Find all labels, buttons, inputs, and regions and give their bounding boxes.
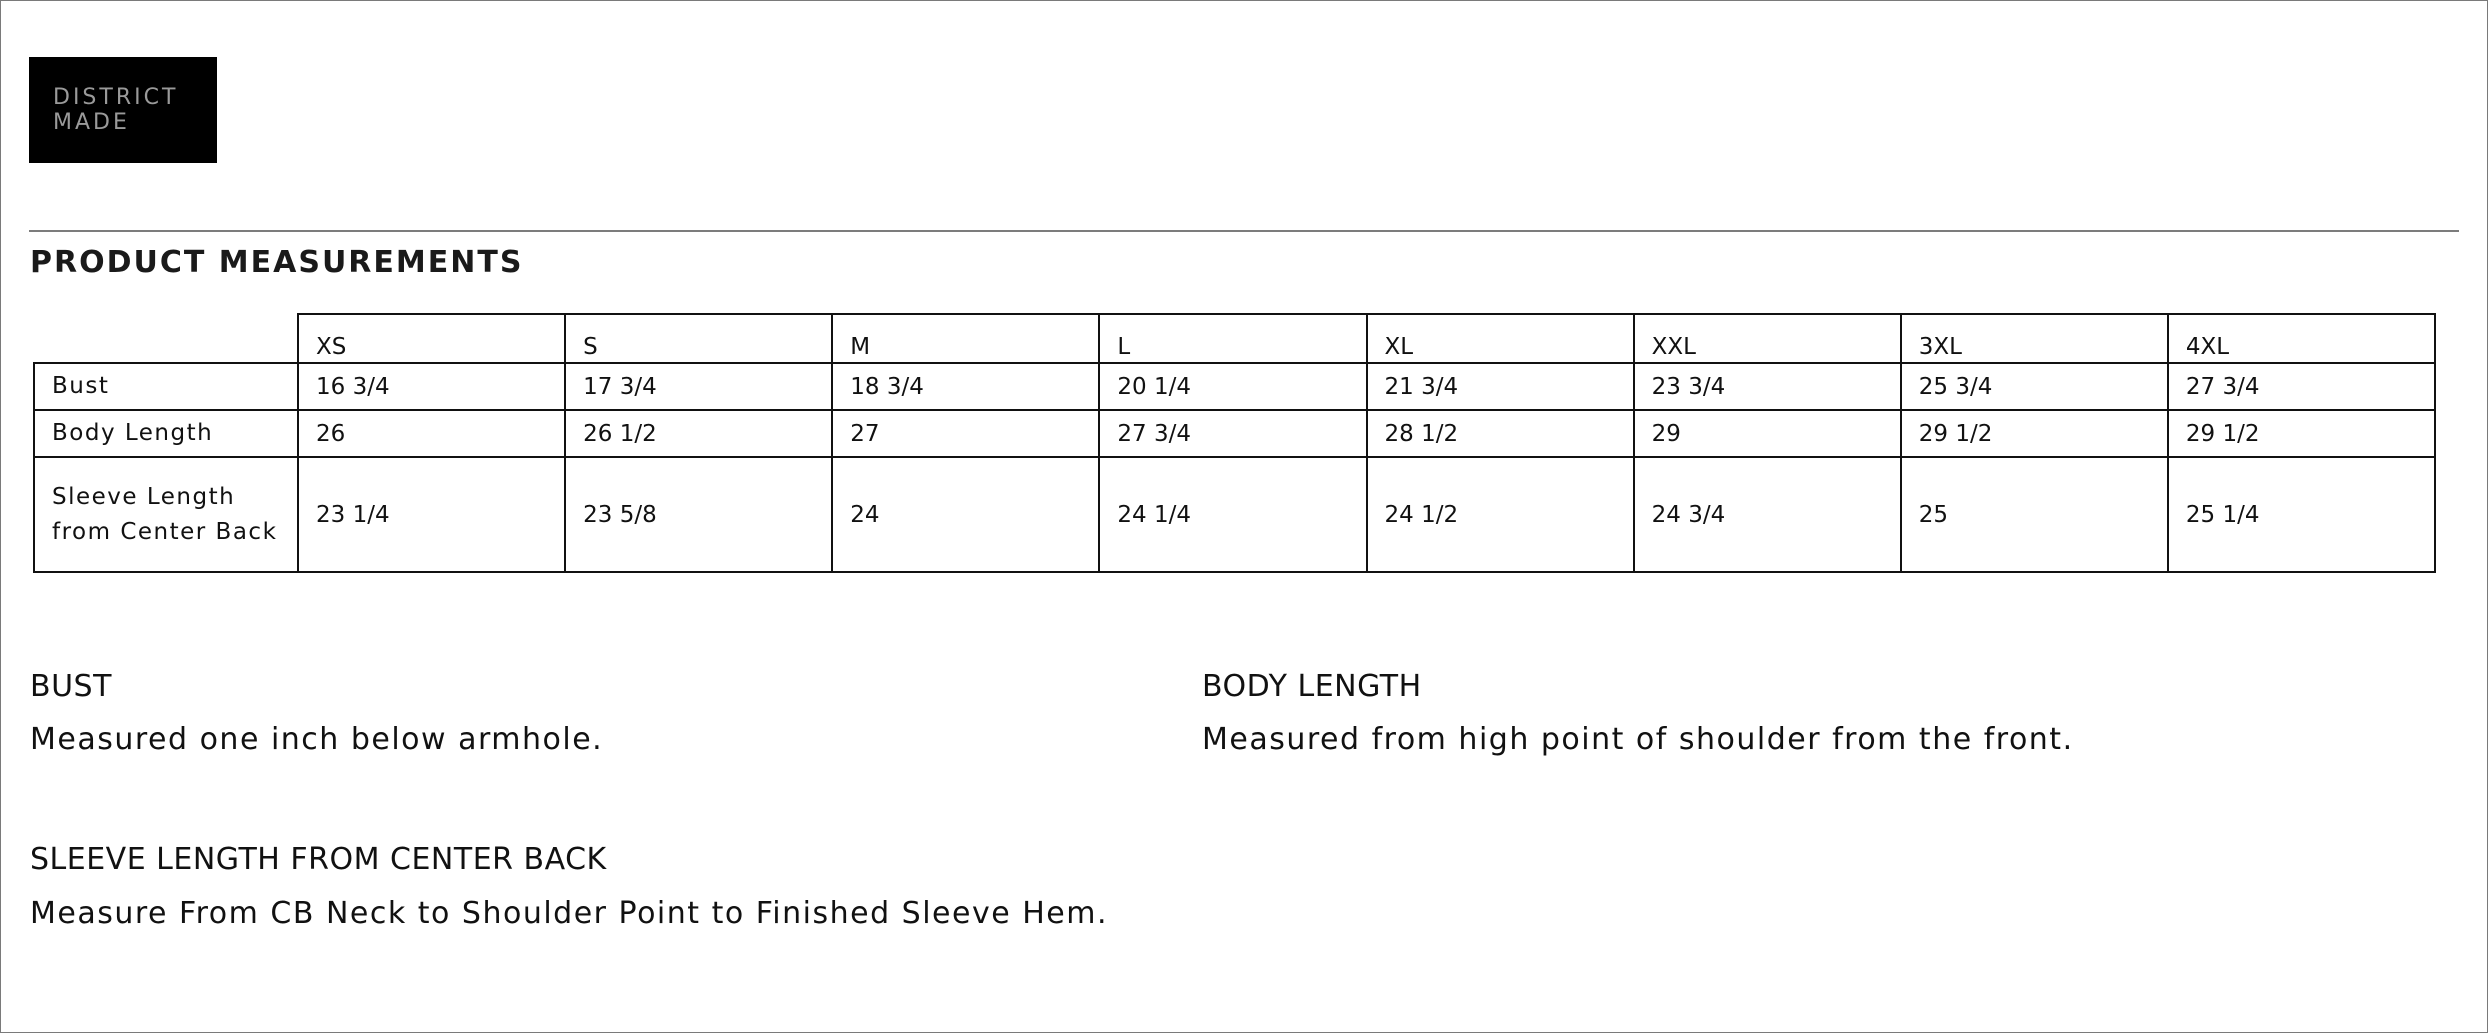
sleeve-note-body: Measure From CB Neck to Shoulder Point to Finished Sleeve Hem. bbox=[30, 896, 1108, 931]
row-label: Body Length bbox=[34, 410, 298, 457]
table-cell: 20 1/4 bbox=[1099, 363, 1366, 410]
table-cell: 29 1/2 bbox=[2168, 410, 2435, 457]
table-cell: 27 bbox=[832, 410, 1099, 457]
bust-note-body: Measured one inch below armhole. bbox=[30, 722, 604, 757]
sleeve-note-title: SLEEVE LENGTH FROM CENTER BACK bbox=[30, 842, 607, 877]
row-label: Bust bbox=[34, 363, 298, 410]
table-cell: 16 3/4 bbox=[298, 363, 565, 410]
logo-line-1: DISTRICT bbox=[53, 85, 179, 110]
table-cell: 24 bbox=[832, 457, 1099, 572]
table-header-row bbox=[34, 314, 2435, 363]
table-cell: 26 1/2 bbox=[565, 410, 832, 457]
page-title: PRODUCT MEASUREMENTS bbox=[30, 245, 524, 280]
table-cell: 18 3/4 bbox=[832, 363, 1099, 410]
table-cell: 23 5/8 bbox=[565, 457, 832, 572]
body-length-note-body: Measured from high point of shoulder from the front. bbox=[1202, 722, 2074, 757]
table-cell: 24 1/4 bbox=[1099, 457, 1366, 572]
size-header: XS bbox=[298, 314, 565, 363]
measurements-table bbox=[33, 313, 2436, 573]
table-cell: 29 bbox=[1634, 410, 1901, 457]
bust-note-title: BUST bbox=[30, 669, 112, 704]
table-cell: 17 3/4 bbox=[565, 363, 832, 410]
table-row-bust bbox=[34, 363, 2435, 410]
size-header: L bbox=[1099, 314, 1366, 363]
table-cell: 27 3/4 bbox=[2168, 363, 2435, 410]
table-cell: 25 bbox=[1901, 457, 2168, 572]
table-cell: 24 3/4 bbox=[1634, 457, 1901, 572]
size-header: 4XL bbox=[2168, 314, 2435, 363]
header-divider bbox=[29, 230, 2459, 232]
table-row-body-length bbox=[34, 410, 2435, 457]
table-cell: 29 1/2 bbox=[1901, 410, 2168, 457]
size-header: XXL bbox=[1634, 314, 1901, 363]
table-cell: 23 3/4 bbox=[1634, 363, 1901, 410]
table-cell: 25 3/4 bbox=[1901, 363, 2168, 410]
size-header: M bbox=[832, 314, 1099, 363]
table-row-sleeve-length bbox=[34, 457, 2435, 572]
body-length-note-title: BODY LENGTH bbox=[1202, 669, 1422, 704]
size-header: XL bbox=[1367, 314, 1634, 363]
logo-line-2: MADE bbox=[53, 110, 130, 135]
table-cell: 28 1/2 bbox=[1367, 410, 1634, 457]
size-header: 3XL bbox=[1901, 314, 2168, 363]
row-label: Sleeve Length from Center Back bbox=[34, 457, 298, 572]
table-cell: 24 1/2 bbox=[1367, 457, 1634, 572]
table-corner-cell bbox=[34, 314, 298, 363]
table-cell: 26 bbox=[298, 410, 565, 457]
table-cell: 27 3/4 bbox=[1099, 410, 1366, 457]
table-cell: 23 1/4 bbox=[298, 457, 565, 572]
brand-logo bbox=[29, 57, 217, 163]
table-cell: 25 1/4 bbox=[2168, 457, 2435, 572]
size-header: S bbox=[565, 314, 832, 363]
table-cell: 21 3/4 bbox=[1367, 363, 1634, 410]
